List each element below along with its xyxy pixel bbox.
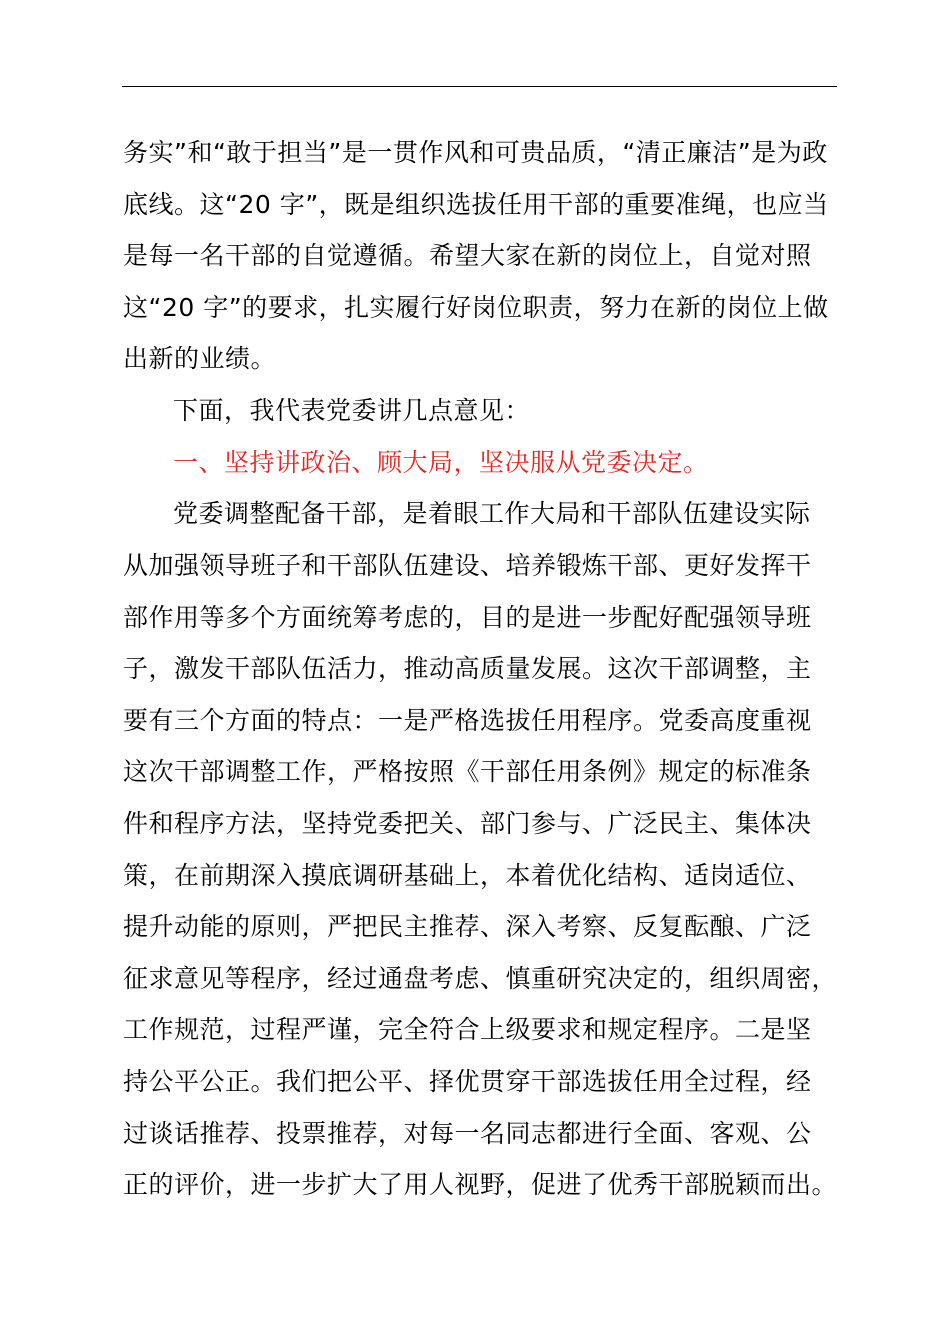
text-line: 这“20 字”的要求，扎实履行好岗位职责，努力在新的岗位上做: [123, 293, 829, 322]
text-line: 过谈话推荐、投票推荐，对每一名同志都进行全面、客观、公: [123, 1119, 812, 1148]
section-heading: 一、坚持讲政治、顾大局，坚决服从党委决定。: [173, 448, 709, 477]
text-line: 底线。这“20 字”，既是组织选拔任用干部的重要准绳，也应当: [123, 190, 829, 219]
text-line: 持公平公正。我们把公平、择优贯穿干部选拔任用全过程，经: [123, 1067, 812, 1096]
text-line: 党委调整配备干部，是着眼工作大局和干部队伍建设实际: [173, 499, 811, 528]
text-line: 正的评价，进一步扩大了用人视野，促进了优秀干部脱颖而出。: [123, 1170, 838, 1199]
text-line: 从加强领导班子和干部队伍建设、培养锻炼干部、更好发挥干: [123, 551, 812, 580]
text-line: 是每一名干部的自觉遵循。希望大家在新的岗位上，自觉对照: [123, 241, 812, 270]
text-line: 这次干部调整工作，严格按照《干部任用条例》规定的标准条: [123, 757, 812, 786]
text-line: 务实”和“敢于担当”是一贯作风和可贵品质，“清正廉洁”是为政: [123, 138, 828, 167]
text-line: 工作规范，过程严谨，完全符合上级要求和规定程序。二是坚: [123, 1015, 812, 1044]
text-line: 征求意见等程序，经过通盘考虑、慎重研究决定的，组织周密，: [123, 964, 838, 993]
header-rule: [122, 86, 837, 87]
text-line: 要有三个方面的特点：一是严格选拔任用程序。党委高度重视: [123, 706, 812, 735]
text-line: 子，激发干部队伍活力，推动高质量发展。这次干部调整，主: [123, 654, 812, 683]
text-line: 下面，我代表党委讲几点意见：: [173, 396, 531, 425]
text-line: 部作用等多个方面统筹考虑的，目的是进一步配好配强领导班: [123, 603, 812, 632]
text-line: 策，在前期深入摸底调研基础上，本着优化结构、适岗适位、: [123, 861, 812, 890]
text-line: 出新的业绩。: [123, 344, 277, 373]
text-line: 件和程序方法，坚持党委把关、部门参与、广泛民主、集体决: [123, 809, 812, 838]
text-line: 提升动能的原则，严把民主推荐、深入考察、反复酝酿、广泛: [123, 912, 812, 941]
